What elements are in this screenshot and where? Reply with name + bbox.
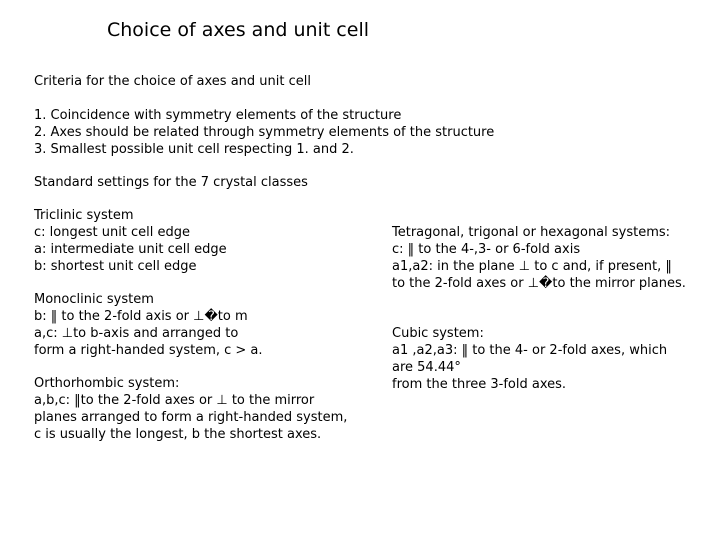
- triclinic-title: Triclinic system: [34, 208, 134, 223]
- tetragonal-line: to the 2-fold axes or ⊥�to the mirror planes.: [392, 276, 686, 291]
- cubic-line: a1 ,a2,a3: ‖ to the 4- or 2-fold axes, which: [392, 343, 668, 358]
- criteria-item: 3. Smallest possible unit cell respecting 1. and 2.: [34, 142, 354, 157]
- cubic-line: are 54.44°: [392, 360, 461, 375]
- triclinic-block: [34, 207, 227, 275]
- tetragonal-title: Tetragonal, trigonal or hexagonal systems:: [392, 225, 671, 240]
- cubic-line: from the three 3-fold axes.: [392, 377, 567, 392]
- tetragonal-line: c: ‖ to the 4-,3- or 6-fold axis: [392, 242, 581, 257]
- slide-title: Choice of axes and unit cell: [107, 19, 370, 41]
- triclinic-line: c: longest unit cell edge: [34, 225, 191, 240]
- monoclinic-line: a,c: ⊥to b-axis and arranged to: [34, 326, 239, 341]
- monoclinic-line: b: ‖ to the 2-fold axis or ⊥�to m: [34, 309, 248, 324]
- orthorhombic-title: Orthorhombic system:: [34, 376, 180, 391]
- criteria-item: 1. Coincidence with symmetry elements of the structure: [34, 108, 402, 123]
- monoclinic-title: Monoclinic system: [34, 292, 154, 307]
- orthorhombic-line: c is usually the longest, b the shortest axes.: [34, 427, 322, 442]
- monoclinic-block: [34, 291, 263, 359]
- orthorhombic-line: a,b,c: ‖to the 2-fold axes or ⊥ to the mirror: [34, 393, 315, 408]
- tetragonal-block: [392, 224, 686, 292]
- cubic-block: [392, 325, 667, 393]
- criteria-list: [34, 107, 494, 158]
- cubic-title: Cubic system:: [392, 326, 484, 341]
- criteria-heading: [34, 73, 311, 90]
- triclinic-line: b: shortest unit cell edge: [34, 259, 197, 274]
- criteria-heading-text: Criteria for the choice of axes and unit cell: [34, 74, 311, 89]
- standard-settings-heading-text: Standard settings for the 7 crystal classes: [34, 175, 308, 190]
- criteria-item: 2. Axes should be related through symmetry elements of the structure: [34, 125, 495, 140]
- orthorhombic-line: planes arranged to form a right-handed system,: [34, 410, 348, 425]
- standard-settings-heading: [34, 174, 308, 191]
- triclinic-line: a: intermediate unit cell edge: [34, 242, 227, 257]
- orthorhombic-block: [34, 375, 347, 443]
- monoclinic-line: form a right-handed system, c > a.: [34, 343, 263, 358]
- tetragonal-line: a1,a2: in the plane ⊥ to c and, if present, ‖: [392, 259, 672, 274]
